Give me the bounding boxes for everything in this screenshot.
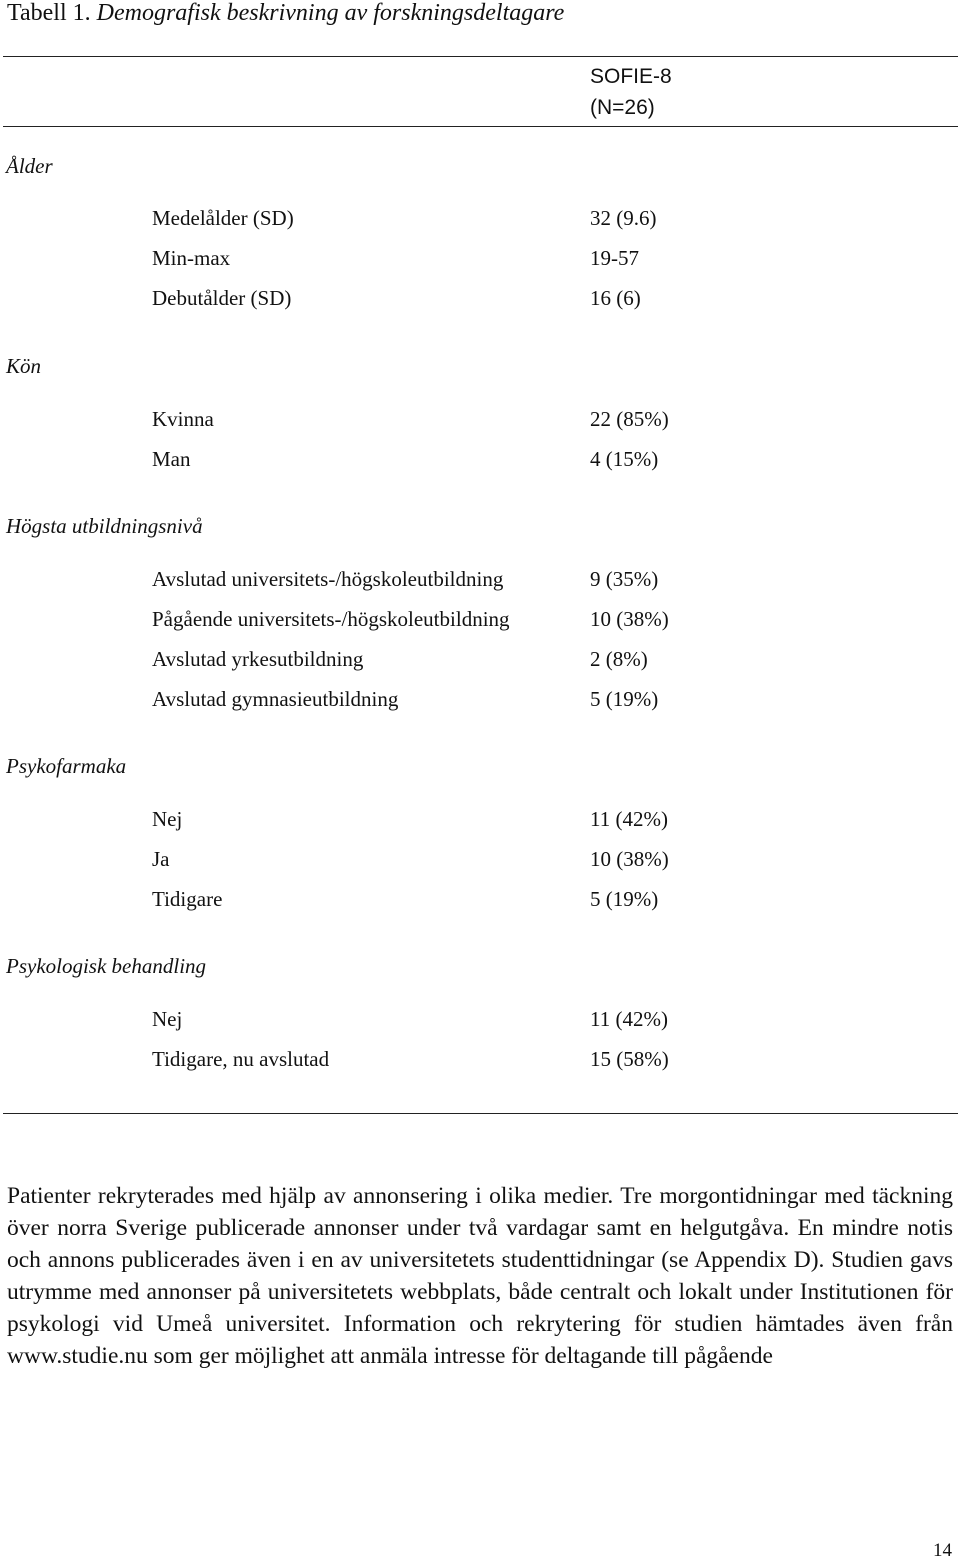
table-row-label: Debutålder (SD) bbox=[152, 286, 292, 310]
table-row-value: 10 (38%) bbox=[590, 607, 669, 631]
page-number: 14 bbox=[933, 1540, 952, 1561]
table-header-rule bbox=[3, 126, 958, 127]
table-row-label: Kvinna bbox=[152, 407, 214, 431]
body-paragraph bbox=[7, 1180, 953, 1372]
table-row-label: Avslutad gymnasieutbildning bbox=[152, 687, 399, 711]
caption-label: Tabell 1. bbox=[7, 0, 91, 26]
table-row-label: Tidigare bbox=[152, 887, 223, 911]
table-row-label: Min-max bbox=[152, 246, 231, 270]
table-row-label: Pågående universitets-/högskoleutbildning bbox=[152, 607, 510, 631]
table-row-value: 2 (8%) bbox=[590, 647, 648, 671]
table-row-value: 11 (42%) bbox=[590, 807, 668, 831]
body-text: Patienter rekryterades med hjälp av annonsering i olika medier. Tre morgontidningar med täckning över norra Sverige publicerade annonser under två vardagar samt en helgutgåva. En mindre notis och annons publicerades även i en av universitetets studenttidningar (se Appendix D). Studien gavs utrymme med annonser på universitetets webbplats, både centralt och lokalt under Institutionen för psykologi vid Umeå universitet. Information och rekrytering för studien hämtades även från www.studie.nu som ger möjlighet att anmäla intresse för deltagande till pågående bbox=[7, 1183, 953, 1369]
section-heading-utbildning: Högsta utbildningsnivå bbox=[6, 514, 203, 538]
section-heading-kon: Kön bbox=[6, 354, 42, 378]
table-row-value: 10 (38%) bbox=[590, 847, 669, 871]
table-caption bbox=[7, 0, 564, 27]
table-row-value: 22 (85%) bbox=[590, 407, 669, 431]
table-row-value: 15 (58%) bbox=[590, 1047, 669, 1071]
table-row-label: Avslutad yrkesutbildning bbox=[152, 647, 364, 671]
column-header-n: (N=26) bbox=[590, 96, 655, 119]
table-row-label: Nej bbox=[152, 1007, 183, 1031]
table-bottom-rule bbox=[3, 1113, 958, 1114]
table-row-value: 4 (15%) bbox=[590, 447, 659, 471]
table-row-value: 9 (35%) bbox=[590, 567, 659, 591]
table-row-label: Medelålder (SD) bbox=[152, 206, 294, 230]
table-row-value: 11 (42%) bbox=[590, 1007, 668, 1031]
table-row-value: 16 (6) bbox=[590, 286, 641, 310]
table-row-value: 19-57 bbox=[590, 246, 639, 270]
section-heading-psykofarmaka: Psykofarmaka bbox=[6, 754, 127, 778]
table-row-label: Ja bbox=[152, 847, 170, 871]
table-row-label: Nej bbox=[152, 807, 183, 831]
section-heading-behandling: Psykologisk behandling bbox=[6, 954, 207, 978]
column-header bbox=[590, 61, 672, 123]
table-row-label: Avslutad universitets-/högskoleutbildning bbox=[152, 567, 504, 591]
caption-title: Demografisk beskrivning av forskningsdeltagare bbox=[96, 0, 565, 26]
table-top-rule bbox=[3, 56, 958, 57]
section-heading-alder: Ålder bbox=[6, 154, 53, 178]
column-header-name: SOFIE-8 bbox=[590, 65, 672, 88]
table-row-value: 5 (19%) bbox=[590, 687, 659, 711]
table-row-value: 5 (19%) bbox=[590, 887, 659, 911]
table-row-value: 32 (9.6) bbox=[590, 206, 657, 230]
table-row-label: Tidigare, nu avslutad bbox=[152, 1047, 330, 1071]
table-row-label: Man bbox=[152, 447, 191, 471]
